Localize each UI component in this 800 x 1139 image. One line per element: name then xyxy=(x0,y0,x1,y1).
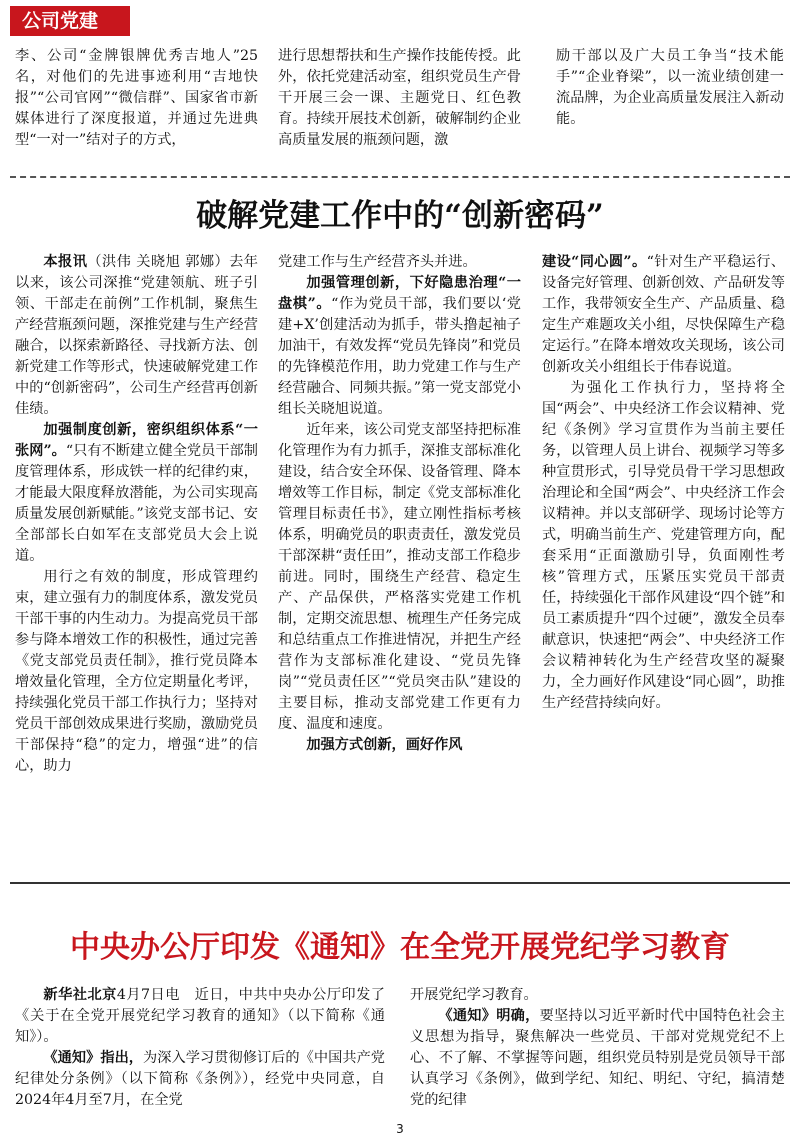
text: （洪伟 关晓旭 郭娜）去年以来，该公司深推“党建领航、班子引领、干部走在前例”工作机制，聚焦生产经营瓶颈问题，深推党建与生产经营融合，以探索新路径、寻找新方法、创新党建工作等形式，快速破解党建工作中的“创新密码”，公司生产经营再创新佳绩。 xyxy=(15,254,258,417)
article1-col-3 xyxy=(542,252,785,714)
paragraph xyxy=(410,1006,785,1111)
page-number: 3 xyxy=(396,1122,404,1136)
paragraph: 为强化工作执行力，坚持将全国“两会”、中央经济工作会议精神、党纪《条例》学习宣贯作为当前主要任务，以管理人员上讲台、视频学习等多种宣贯形式，引导党员骨干学习思想政治理论和全国“两会”、中央经济工作会议精神。并以支部研学、现场讨论等方式，明确当前生产、党建管理方向，配套采用“正面激励引导，负面刚性考核”管理方式，压紧压实党员干部责任，持续强化干部作风建设“四个链”和员工素质提升“四个过硬”，激发全员奉献意识，快速把“两会”、中央经济工作会议精神转化为生产经营攻坚的凝聚力，全力画好作风建设“同心圆”，助推生产经营持续向好。 xyxy=(542,380,785,711)
divider xyxy=(10,176,790,178)
text: “作为党员干部，我们要以‘党建+X’创建活动为抓手，带头撸起袖子加油干，有效发挥“党员先锋岗”和党员的先锋模范作用，助力党建工作与生产经营融合、同频共振。”第一党支部党小组长关晓旭说道。 xyxy=(278,296,521,417)
paragraph: 加强方式创新，画好作风 xyxy=(306,737,463,753)
article1-col-2 xyxy=(278,252,521,756)
paragraph: 李、公司“金牌银牌优秀吉地人”25名，对他们的先进事迹利用“吉地快报”“公司官网”“微信群”、国家省市新媒体进行了深度报道，并通过先进典型“一对一”结对子的方式， xyxy=(15,48,258,148)
paragraph xyxy=(278,273,521,420)
article2-col-1 xyxy=(15,985,385,1111)
top-col-1 xyxy=(15,46,258,151)
divider xyxy=(10,882,790,884)
lead: 加强管理创新，下好隐患治理“一盘棋”。 xyxy=(278,275,521,312)
paragraph: 党建工作与生产经营齐头并进。 xyxy=(278,254,477,270)
paragraph xyxy=(542,252,785,378)
lead: 加强制度创新，密织组织体系“一张网”。 xyxy=(15,422,258,459)
text: “针对生产平稳运行、设备完好管理、创新创效、产品研发等工作，我带领安全生产、产品质量、稳定生产难题攻关小组，尽快保障生产稳定运行。”在降本增效攻关现场，该公司创新攻关小组组长于伟春说道。 xyxy=(542,254,785,375)
article-title: 中央办公厅印发《通知》在全党开展党纪学习教育 xyxy=(70,930,730,965)
article-title: 破解党建工作中的“创新密码” xyxy=(196,198,604,234)
paragraph xyxy=(15,1048,385,1111)
text: “只有不断建立健全党员干部制度管理体系，形成铁一样的纪律约束，才能最大限度释放潜能，为公司实现高质量发展创新赋能。”该党支部书记、安全部部长白如军在支部党员大会上说道。 xyxy=(15,443,258,564)
paragraph xyxy=(15,985,385,1048)
lead: 新华社北京 xyxy=(43,987,117,1003)
article1-col-1 xyxy=(15,252,258,777)
lead: 《通知》明确， xyxy=(438,1008,540,1024)
lead: 建设“同心圆”。 xyxy=(542,254,647,270)
paragraph: 近年来，该公司党支部坚持把标准化管理作为有力抓手，深推支部标准化建设，结合安全环保、设备管理、降本增效等工作目标，制定《党支部标准化管理目标责任书》，建立刚性指标考核体系，明确党员的职责责任，激发党员干部深耕“责任田”，推动支部工作稳步前进。同时，围绕生产经营、稳定生产、产品保供，严格落实党建工作机制，定期交流思想、梳理生产任务完成和总结重点工作推进情况，并把生产经营作为支部标准化建设、“党员先锋岗”“党员责任区”“党员突击队”建设的主要目标，推动支部党建工作更有力度、温度和速度。 xyxy=(278,422,521,732)
paragraph: 进行思想帮扶和生产操作技能传授。此外，依托党建活动室，组织党员生产骨干开展三会一课、主题党日、红色教育。持续开展技术创新，破解制约企业高质量发展的瓶颈问题，激 xyxy=(278,48,521,148)
lead: 《通知》指出， xyxy=(43,1050,144,1066)
text: 4月7日电 近日，中共中央办公厅印发了《关于在全党开展党纪学习教育的通知》（以下简称《通知》）。 xyxy=(15,987,385,1045)
top-col-3 xyxy=(556,46,784,130)
section-tag: 公司党建 xyxy=(10,6,130,36)
paragraph: 开展党纪学习教育。 xyxy=(410,987,538,1003)
paragraph: 用行之有效的制度，形成管理约束，建立强有力的制度体系，激发党员干部干事的内生动力。为提高党员干部参与降本增效工作的积极性，通过完善《党支部党员责任制》，推行党员降本增效量化管理，全方位定期量化考评，持续强化党员干部工作执行力；坚持对党员干部创效成果进行奖励，激励党员干部保持“稳”的定力，增强“进”的信心，助力 xyxy=(15,569,258,774)
text: 为深入学习贯彻修订后的《中国共产党纪律处分条例》（以下简称《条例》），经党中央同意，自2024年4月至7月，在全党 xyxy=(15,1050,385,1108)
article2-col-2 xyxy=(410,985,785,1111)
paragraph: 励干部以及广大员工争当“技术能手”“企业脊梁”，以一流业绩创建一流品牌，为企业高质量发展注入新动能。 xyxy=(556,48,784,127)
paragraph xyxy=(15,252,258,420)
text: 要坚持以习近平新时代中国特色社会主义思想为指导，聚焦解决一些党员、干部对党规党纪不上心、不了解、不掌握等问题，组织党员特别是党员领导干部认真学习《条例》，做到学纪、知纪、明纪、守纪，搞清楚党的纪律 xyxy=(410,1008,785,1108)
lead: 本报讯 xyxy=(43,254,88,270)
top-col-2 xyxy=(278,46,521,151)
paragraph xyxy=(15,420,258,567)
